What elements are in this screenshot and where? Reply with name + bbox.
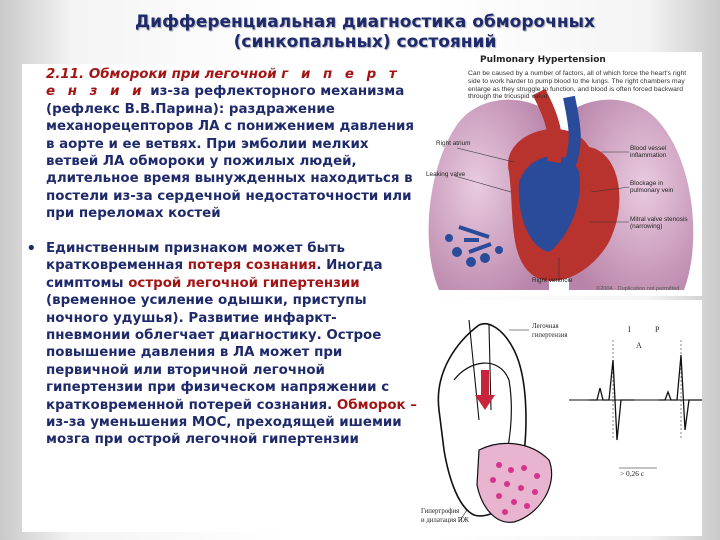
label-hypertrophy-b: и дилатация ПЖ: [421, 517, 469, 524]
symptoms-text-a: Единственным признаком может быть кратковременная: [46, 241, 345, 274]
section-heading: Обмороки при легочной: [88, 67, 277, 82]
symptoms-text-d: из-за уменьшения МОС, преходящей ишемии мозга при острой легочной гипертензии: [46, 415, 402, 448]
label-pulmonary-hypertension-b: гипертензия: [532, 332, 568, 339]
figure-copyright: ©2004 · Duplication not permitted: [596, 286, 680, 292]
highlight-loss-of-consciousness: потеря сознания: [187, 258, 317, 274]
paragraph-pulmonary-hypertension: [46, 66, 418, 223]
section-heading-spaced: г и п е р т е н з и и: [46, 67, 401, 100]
label-pulmonary-hypertension-a: Легочная: [532, 323, 559, 330]
symptoms-text-b: . Иногда симптомы: [46, 258, 383, 291]
label-leaking-valve: Leaking valve: [426, 171, 466, 178]
slide-title: Дифференциальная диагностика обморочных (синкопальных) состояний: [135, 12, 595, 52]
label-vessel-inflammation: Blood vessel inflammation: [630, 145, 667, 160]
figure-title: Pulmonary Hypertension: [480, 55, 606, 65]
label-right-ventricle: Right ventricle: [532, 277, 573, 284]
section-text: из-за рефлекторного механизма (рефлекс В.В.Парина): раздражение механорецепторов ЛА с понижением давления в аорте и ее ветвях. При эмболии мелких ветвей ЛА обмороки у пожилых людей, длительное время вынужденных находиться в постели из-за сердечной недостаточности или при переломах костей: [46, 84, 414, 222]
label-hypertrophy-a: Гипертрофия: [421, 508, 460, 515]
figure-description: Can be caused by a number of factors, all of which force the heart's right side to work harder to pump blood to the lungs. The right chambers may enlarge as they struggle to function, and blood is often forced backward through the tricuspid valve.: [468, 70, 687, 101]
paragraph-symptoms: [46, 240, 418, 449]
ecg-time-label: > 0,26 с: [620, 469, 645, 478]
label-blockage: Blockage in pulmonary vein: [630, 180, 674, 195]
ecg-label-i: I: [628, 325, 631, 334]
ecg-label-p: P: [655, 325, 660, 334]
symptoms-text-c: (временное усиление одышки, приступы ночного удушья). Развитие инфаркт-пневмонии облегчает диагностику. Острое повышение давления в ЛА может при первичной или вторичной легочной гипертензии при физическом напряжении с кратковременной потерей сознания.: [46, 293, 390, 413]
highlight-acute-hypertension: острой легочной гипертензии: [128, 275, 360, 291]
ecg-label-a: A: [636, 341, 642, 350]
bullet-icon: •: [26, 238, 37, 259]
highlight-syncope: Обморок –: [336, 397, 417, 413]
section-number: 2.11.: [46, 67, 85, 82]
label-right-atrium: Right atrium: [436, 140, 471, 147]
label-mitral-stenosis: Mitral valve stenosis (narrowing): [630, 216, 688, 231]
